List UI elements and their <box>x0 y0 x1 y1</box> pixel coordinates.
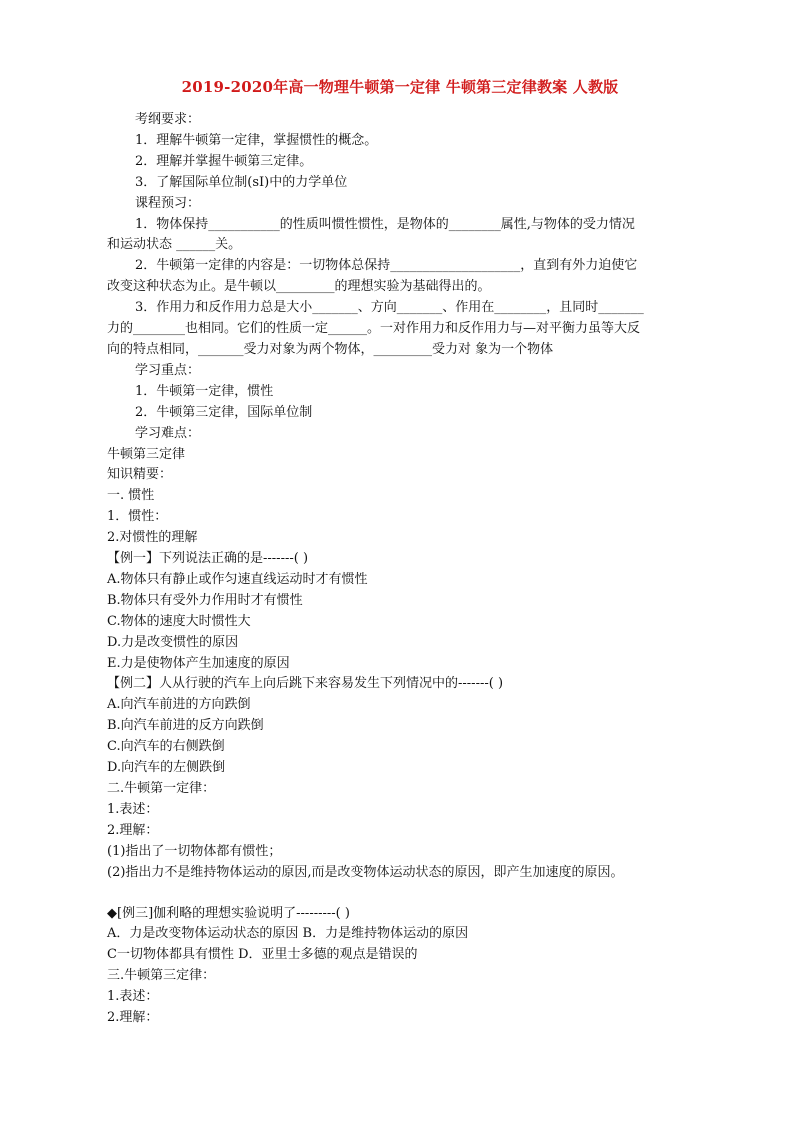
text-line: 1.表述： <box>107 801 159 817</box>
document-title: 2019-2020年高一物理牛顿第一定律 牛顿第三定律教案 人教版 <box>181 78 619 96</box>
document-body <box>107 110 707 1029</box>
blank-line <box>107 884 707 904</box>
text-line: 2.对惯性的理解 <box>107 530 198 546</box>
text-line: 和运动状态 ______关。 <box>107 237 242 253</box>
text-line: 1.表述： <box>107 989 159 1005</box>
text-line: C.向汽车的右侧跌倒 <box>107 739 225 755</box>
text-line: 1．物体保持___________的性质叫惯性惯性，是物体的________属性,与物体的受力情况 <box>135 216 635 232</box>
text-line: 考纲要求： <box>135 112 201 127</box>
text-line: D.力是改变惯性的原因 <box>107 634 239 650</box>
text-line: 学习重点： <box>135 362 201 378</box>
text-line: C.物体的速度大时惯性大 <box>107 613 251 629</box>
text-line: 课程预习： <box>135 195 201 211</box>
text-line: A.物体只有静止或作匀速直线运动时才有惯性 <box>107 571 368 587</box>
text-line: 学习难点： <box>135 425 201 441</box>
text-line: (1)指出了一切物体都有惯性； <box>107 843 282 859</box>
text-line: 知识精要： <box>107 467 173 483</box>
text-line: 2．牛顿第一定律的内容是：一切物体总保持____________________，直到有外力迫使它 <box>135 258 638 274</box>
text-line: A.向汽车前进的方向跌倒 <box>107 697 251 713</box>
text-line: ◆[例三]伽利略的理想实验说明了---------( ) <box>107 905 350 921</box>
text-line: 2.理解： <box>107 822 159 838</box>
text-line: 【例二】人从行驶的汽车上向后跳下来容易发生下列情况中的-------( ) <box>107 676 504 692</box>
text-line: 2．理解并掌握牛顿第三定律。 <box>135 153 313 169</box>
text-line: 向的特点相同，_______受力对象为两个物体，_________受力对 象为一个物体 <box>107 341 554 357</box>
text-line: 一. 惯性 <box>107 488 155 504</box>
text-line: B.物体只有受外力作用时才有惯性 <box>107 592 303 608</box>
text-line: 三.牛顿第三定律： <box>107 968 216 984</box>
text-line: (2)指出力不是维持物体运动的原因,而是改变物体运动状态的原因，即产生加速度的原因。 <box>107 864 624 880</box>
text-line: 牛顿第三定律 <box>107 446 186 462</box>
text-line: 2.理解： <box>107 1010 159 1026</box>
text-line: 3．了解国际单位制(sI)中的力学单位 <box>135 174 348 190</box>
text-line: 改变这种状态为止。是牛顿以_________的理想实验为基础得出的。 <box>107 279 491 295</box>
text-line: 1．惯性： <box>107 509 168 525</box>
text-line: 2．牛顿第三定律，国际单位制 <box>135 404 313 420</box>
text-line: A．力是改变物体运动状态的原因 B．力是维持物体运动的原因 <box>107 926 469 942</box>
text-line: 【例一】下列说法正确的是-------( ) <box>107 551 309 567</box>
text-line: D.向汽车的左侧跌倒 <box>107 760 226 776</box>
text-line: C一切物体都具有惯性 D．亚里士多德的观点是错误的 <box>107 947 418 963</box>
text-line: 二.牛顿第一定律： <box>107 781 216 796</box>
text-line: B.向汽车前进的反方向跌倒 <box>107 718 264 734</box>
text-line: 力的________也相同。它们的性质一定______。一对作用力和反作用力与—对平衡力虽等大反 <box>107 321 641 337</box>
text-line: 1．理解牛顿第一定律，掌握惯性的概念。 <box>135 132 378 148</box>
text-line: 3．作用力和反作用力总是大小_______、方向_______、作用在________，且同时_______ <box>135 300 644 316</box>
text-line: E.力是使物体产生加速度的原因 <box>107 655 290 671</box>
text-line: 1．牛顿第一定律，惯性 <box>135 383 274 399</box>
